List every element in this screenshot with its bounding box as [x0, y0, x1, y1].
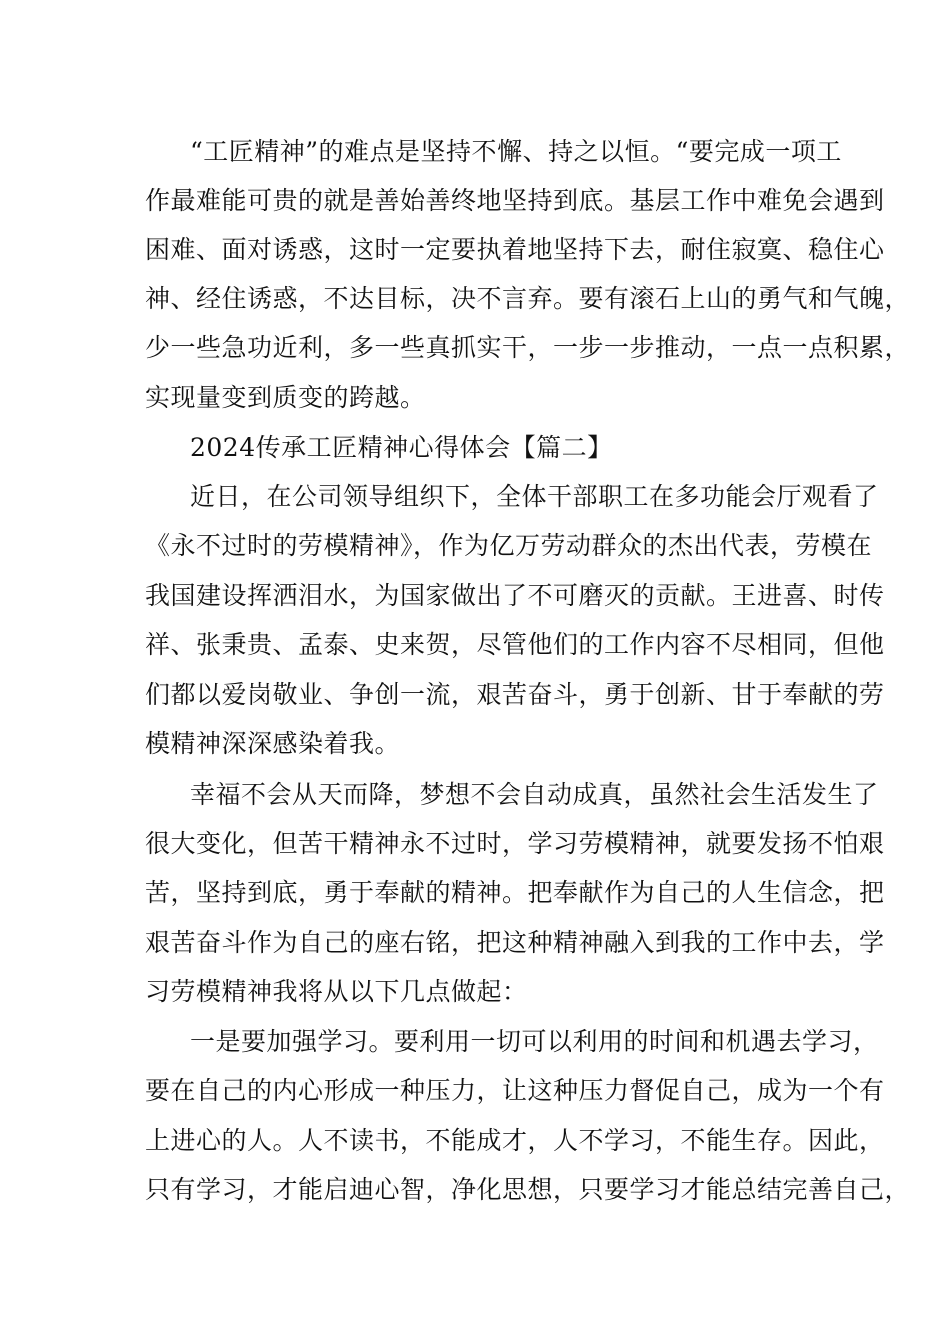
paragraph-line: 要在自己的内心形成一种压力，让这种压力督促自己，成为一个有 [145, 1076, 885, 1105]
paragraph-line: 少一些急功近利，多一些真抓实干，一步一步推动，一点一点积累， [145, 333, 911, 362]
paragraph-line: 艰苦奋斗作为自己的座右铭，把这种精神融入到我的工作中去，学 [145, 928, 885, 957]
paragraph-line: 很大变化，但苦干精神永不过时，学习劳模精神，就要发扬不怕艰 [145, 829, 885, 858]
paragraph-line: 《永不过时的劳模精神》，作为亿万劳动群众的杰出代表，劳模在 [145, 531, 873, 560]
paragraph-line: 一是要加强学习。要利用一切可以利用的时间和机遇去学习， [190, 1027, 879, 1056]
section-heading: 2024传承工匠精神心得体会【篇二】 [190, 433, 613, 462]
paragraph-line: 苦，坚持到底，勇于奉献的精神。把奉献作为自己的人生信念，把 [145, 878, 885, 907]
paragraph-line: 实现量变到质变的跨越。 [145, 383, 426, 412]
paragraph-line: 作最难能可贵的就是善始善终地坚持到底。基层工作中难免会遇到 [145, 186, 885, 215]
paragraph-line: 困难、面对诱惑，这时一定要执着地坚持下去，耐住寂寞、稳住心 [145, 235, 885, 264]
paragraph-line: 我国建设挥洒泪水，为国家做出了不可磨灭的贡献。王进喜、时传 [145, 581, 885, 610]
paragraph-line: 神、经住诱惑，不达目标，决不言弃。要有滚石上山的勇气和气魄， [145, 284, 911, 313]
paragraph-line: “工匠精神”的难点是坚持不懈、持之以恒。“要完成一项工 [190, 137, 842, 166]
paragraph-line: 们都以爱岗敬业、争创一流，艰苦奋斗，勇于创新、甘于奉献的劳 [145, 680, 885, 709]
paragraph-line: 模精神深深感染着我。 [145, 729, 401, 758]
paragraph-line: 习劳模精神我将从以下几点做起： [145, 977, 528, 1006]
paragraph-line: 只有学习，才能启迪心智，净化思想，只要学习才能总结完善自己， [145, 1175, 911, 1204]
paragraph-line: 近日，在公司领导组织下，全体干部职工在多功能会厅观看了 [190, 482, 879, 511]
paragraph-line: 祥、张秉贵、孟泰、史来贺，尽管他们的工作内容不尽相同，但他 [145, 630, 885, 659]
paragraph-line: 上进心的人。人不读书，不能成才，人不学习，不能生存。因此， [145, 1126, 885, 1155]
paragraph-line: 幸福不会从天而降，梦想不会自动成真，虽然社会生活发生了 [190, 780, 879, 809]
